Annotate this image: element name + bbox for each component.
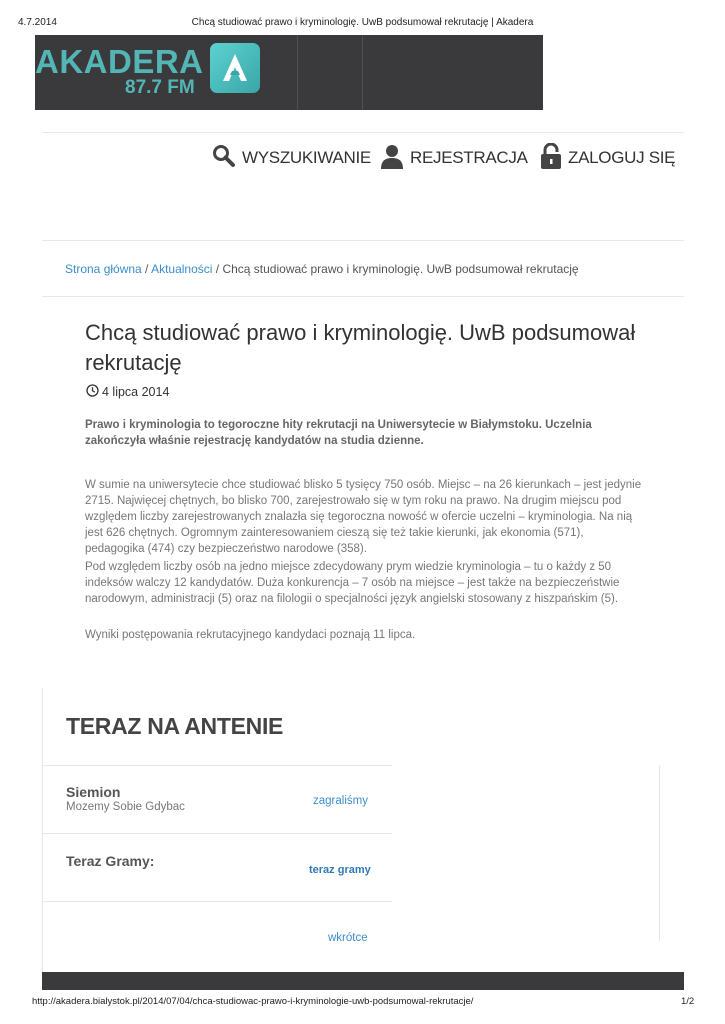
article-date: 4 lipca 2014 [102, 385, 170, 399]
print-page-number: 1/2 [681, 996, 695, 1007]
widget-border [659, 766, 660, 941]
divider [42, 240, 684, 241]
article-lead: Prawo i kryminologia to tegoroczne hity rekrutacji na Uniwersytecie w Białymstoku. Uczelnia zakończyła właśnie rejestrację kandydatów na studia dzienne. [85, 419, 592, 447]
divider [42, 296, 684, 297]
clock-icon [86, 384, 99, 400]
played-song-title: Siemion [66, 784, 121, 800]
footer-bar [42, 972, 684, 990]
divider [42, 132, 684, 133]
user-icon [380, 143, 404, 174]
print-url: http://akadera.bialystok.pl/2014/07/04/chca-studiowac-prawo-i-kryminologie-uwb-podsumowal-rekrutacje/ [32, 996, 474, 1007]
nav-register-link[interactable] [380, 145, 528, 171]
article-paragraph: Pod względem liczby osób na jedno miejsce zdecydowany prym wiedzie kryminologia – tu o każdy z 50 indeksów walczy 12 kandydatów. Duża konkurencja – 7 osób na miejsce – jest także na bezpieczeństwie narodowym, administracji (5) oraz na filologii o specjalności język angielski stosowany z hiszpańskim (5). [85, 561, 620, 605]
on-air-title: TERAZ NA ANTENIE [66, 713, 284, 739]
nav-login-label: ZALOGUJ SIĘ [568, 148, 676, 167]
nav-search-label: WYSZUKIWANIE [242, 148, 371, 167]
breadcrumb [65, 262, 579, 276]
site-banner[interactable] [35, 35, 543, 110]
divider [42, 765, 392, 766]
divider [42, 901, 392, 902]
now-playing-label: Teraz Gramy: [66, 853, 155, 869]
on-air-widget [42, 688, 661, 972]
banner-divider [362, 35, 363, 110]
divider [42, 833, 392, 834]
logo-badge-icon [210, 43, 260, 93]
search-icon [212, 144, 236, 173]
played-tab-link[interactable]: zagraliśmy [313, 795, 368, 807]
played-song-artist: Mozemy Sobie Gdybac [66, 801, 185, 813]
breadcrumb-separator: / [212, 262, 223, 276]
widget-border [42, 688, 43, 972]
article-date-row [86, 384, 169, 400]
logo-name: AKADERA [35, 43, 204, 80]
nav-register-label: REJESTRACJA [410, 148, 528, 167]
breadcrumb-section-link[interactable]: Aktualności [151, 262, 213, 276]
breadcrumb-home-link[interactable]: Strona główna [65, 262, 142, 276]
logo-frequency: 87.7 FM [125, 77, 195, 98]
coming-soon-tab-link[interactable]: wkrótce [328, 932, 368, 944]
print-date: 4.7.2014 [18, 17, 57, 28]
lock-icon [540, 143, 562, 174]
breadcrumb-current: Chcą studiować prawo i kryminologię. UwB podsumował rekrutację [222, 262, 579, 276]
now-playing-tab-link[interactable]: teraz gramy [309, 864, 371, 876]
print-page-title: Chcą studiować prawo i kryminologię. UwB podsumował rekrutację | Akadera [191, 17, 534, 28]
nav-login-link[interactable] [540, 145, 675, 171]
banner-divider [297, 35, 298, 110]
article-title: Chcą studiować prawo i kryminologię. UwB podsumował rekrutację [85, 320, 636, 375]
article-paragraph: W sumie na uniwersytecie chce studiować blisko 5 tysięcy 750 osób. Miejsc – na 26 kierunkach – jest jedynie 2715. Najwięcej chętnych, bo blisko 700, zarejestrowało się w tym roku na prawo. Na drugim miejscu pod względem liczby zarejestrowanych znalazła się tegoroczna nowość w ofercie uczelni – kryminologia. Na nią jest 626 chętnych. Ogromnym zainteresowaniem cieszą się też takie kierunki, jak ekonomia (571), pedagogika (474) czy bezpieczeństwo narodowe (358). [85, 479, 642, 555]
breadcrumb-separator: / [141, 262, 152, 276]
article-paragraph: Wyniki postępowania rekrutacyjnego kandydaci poznają 11 lipca. [85, 629, 416, 641]
nav-search-link[interactable] [212, 145, 371, 171]
